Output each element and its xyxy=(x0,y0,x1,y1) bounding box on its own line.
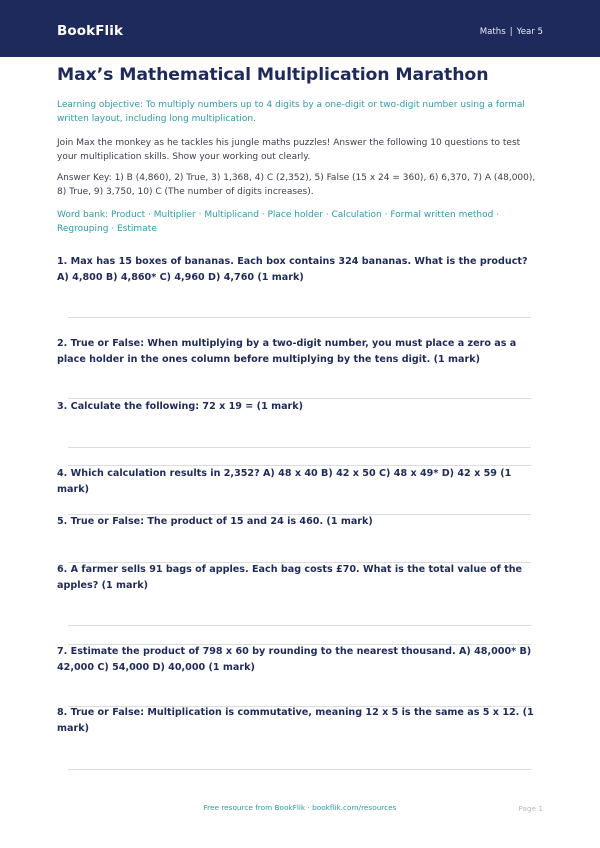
footer-text[interactable]: Free resource from BookFlik · bookflik.com/resources xyxy=(203,803,397,812)
question-7: 7. Estimate the product of 798 x 60 by rounding to the nearest thousand. A) 48,000* B) 42,000 C) 54,000 D) 40,000 (1 mark) xyxy=(57,646,532,673)
page-number: Page 1 xyxy=(518,804,543,813)
question-6: 6. A farmer sells 91 bags of apples. Each bag costs £70. What is the total value of the apples? (1 mark) xyxy=(57,564,523,591)
intro-text: Join Max the monkey as he tackles his jungle maths puzzles! Answer the following 10 questions to test your multiplication skills. Show your working out clearly. xyxy=(57,138,521,162)
question-1: 1. Max has 15 boxes of bananas. Each box contains 324 bananas. What is the product? A) 4,800 B) 4,860* C) 4,960 D) 4,760 (1 mark) xyxy=(57,256,528,283)
learning-objective: Learning objective: To multiply numbers up to 4 digits by a one-digit or two-digit number using a formal written layout, including long multiplication. xyxy=(57,100,525,124)
answer-line-1[interactable] xyxy=(68,317,531,318)
answer-key: Answer Key: 1) B (4,860), 2) True, 3) 1,368, 4) C (2,352), 5) False (15 x 24 = 360), 6) 6,370, 7) A (48,000), 8) True, 9) 3,750, 10) C (The number of digits increases). xyxy=(57,173,536,197)
question-2: 2. True or False: When multiplying by a two-digit number, you must place a zero as a place holder in the ones column before multiplying by the tens digit. (1 mark) xyxy=(57,338,517,365)
top-bar xyxy=(0,0,600,57)
worksheet-title: Max’s Mathematical Multiplication Marathon xyxy=(57,65,489,85)
question-5: 5. True or False: The product of 15 and 24 is 460. (1 mark) xyxy=(57,516,373,527)
subject-breadcrumb xyxy=(480,27,543,37)
question-3: 3. Calculate the following: 72 x 19 = (1 mark) xyxy=(57,401,304,412)
year-label: Year 5 xyxy=(516,27,543,37)
word-bank: Word bank: Product · Multiplier · Multiplicand · Place holder · Calculation · Formal written method · Regrouping · Estimate xyxy=(57,210,500,234)
question-8: 8. True or False: Multiplication is commutative, meaning 12 x 5 is the same as 5 x 12. (1 mark) xyxy=(57,707,534,734)
answer-line-3[interactable] xyxy=(68,447,531,448)
breadcrumb-separator: | xyxy=(509,27,513,37)
subject-label: Maths xyxy=(479,27,506,37)
answer-line-8[interactable] xyxy=(68,769,531,770)
question-4: 4. Which calculation results in 2,352? A) 48 x 40 B) 42 x 50 C) 48 x 49* D) 42 x 59 (1 mark) xyxy=(57,468,512,495)
brand-logo[interactable]: BookFlik xyxy=(57,23,124,39)
answer-line-6[interactable] xyxy=(68,625,531,626)
